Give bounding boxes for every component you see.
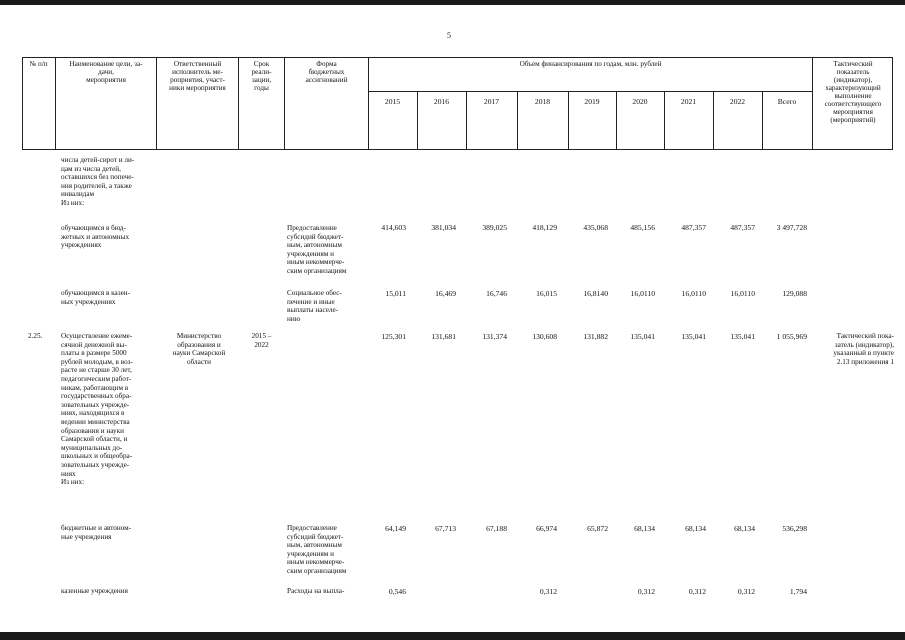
year-2020: 2020 (632, 97, 648, 106)
year-2019: 2019 (584, 97, 600, 106)
year-2022: 2022 (729, 97, 746, 106)
cell-2018: 16,015 (536, 289, 557, 298)
cell-2016: 381,034 (431, 223, 456, 232)
cell-2022: 135,041 (730, 332, 755, 341)
cell-2020: 0,312 (637, 587, 655, 596)
row-form: Социальное обес- печение и иные выплаты населе- нию (287, 289, 342, 323)
cell-2020: 135,041 (630, 332, 655, 341)
cell-2015: 0,546 (388, 587, 406, 596)
year-2021: 2021 (680, 97, 697, 106)
row-number: 2.25. (28, 332, 43, 340)
row-form: Расходы на выпла- (287, 587, 345, 595)
cell-2016: 67,713 (435, 524, 456, 533)
row-form: Предоставление субсидий бюджет- ным, автономным учреждениям и иным некоммерче- ским организациям (287, 524, 347, 575)
cell-2021: 135,041 (681, 332, 706, 341)
row-form: Предоставление субсидий бюджет- ным, автономным учреждениям и иным некоммерче- ским организациям (287, 224, 347, 275)
cell-2018: 130,608 (532, 332, 557, 341)
year-2015: 2015 (384, 97, 401, 106)
cell-2015: 414,603 (381, 223, 406, 232)
row-executor: Министерство образования и науки Самарской области (172, 332, 226, 366)
cell-2020: 16,0110 (630, 289, 655, 298)
cell-2017: 131,374 (482, 332, 507, 341)
cell-2018: 418,129 (532, 223, 557, 232)
cell-2017: 389,025 (482, 223, 507, 232)
cell-2021: 0,312 (688, 587, 706, 596)
cell-2022: 0,312 (737, 587, 755, 596)
year-total: Всего (777, 97, 797, 106)
cell-2018: 66,974 (536, 524, 557, 533)
cell-total: 129,088 (782, 289, 807, 298)
row-name: Осуществление ежеме- сячной денежной вы- платы в размере 5000 рублей молодым, в воз- расте не старше 30 лет, педагогическим работ- никам, работающим в государственных обра- зовательных учрежде- ниях, находящихся в ведении министерства образования и науки Самарской области, и муниципальных до- школьных и общеобра- зовательных учрежде- ниях Из них: (61, 332, 133, 487)
year-2016: 2016 (433, 97, 450, 106)
cell-total: 3 497,728 (776, 223, 807, 232)
row-indicator: Тактический пока- затель (индикатор), указанный в пункте 2.13 приложения 1 (833, 332, 894, 366)
cell-2022: 68,134 (734, 524, 755, 533)
cell-2016: 131,681 (431, 332, 456, 341)
cell-2016: 16,469 (435, 289, 456, 298)
header-term: Срок реали- зации, годы (251, 60, 272, 92)
cell-2019: 65,872 (587, 524, 608, 533)
row-name: числа детей-сирот и ли- цам из числа детей, оставшихся без попече- ния родителей, а также инвалидам Из них: (61, 156, 135, 207)
cell-2017: 67,188 (486, 524, 507, 533)
cell-2019: 131,882 (583, 332, 608, 341)
header-name: Наименование цели, за- дачи, мероприятия (69, 60, 143, 84)
cell-2022: 487,357 (730, 223, 755, 232)
header-executor: Ответственный исполнитель ме- роприятия, участ- ники мероприятия (169, 60, 226, 92)
row-name: казенные учреждения (61, 587, 128, 595)
cell-2015: 15,011 (385, 289, 406, 298)
row-name: обучающимся в казен- ных учреждениях (61, 289, 131, 306)
cell-2021: 487,357 (681, 223, 706, 232)
row-name: бюджетные и автоном- ные учреждения (61, 524, 132, 541)
header-indicator: Тактический показатель (индикатор), характеризующий выполнение соответствующего мероприятия (мероприятий) (824, 60, 882, 124)
header-num: № п/п (29, 60, 48, 68)
cell-2018: 0,312 (539, 587, 557, 596)
header-financing: Объем финансирования по годам, млн. рублей (519, 60, 662, 68)
cell-2015: 125,301 (381, 332, 406, 341)
cell-2022: 16,0110 (730, 289, 755, 298)
row-name: обучающимся в бюд- жетных и автономных учреждениях (61, 224, 130, 250)
top-border (0, 0, 905, 5)
cell-2017: 16,746 (486, 289, 507, 298)
cell-total: 1 055,969 (776, 332, 807, 341)
cell-total: 1,794 (789, 587, 807, 596)
cell-2020: 68,134 (634, 524, 655, 533)
cell-2019: 16,8140 (583, 289, 608, 298)
year-2018: 2018 (534, 97, 551, 106)
cell-2021: 16,0110 (681, 289, 706, 298)
page-number: 5 (447, 31, 451, 40)
cell-2020: 485,156 (630, 223, 655, 232)
cell-2019: 435,068 (583, 223, 608, 232)
cell-2015: 64,149 (385, 524, 406, 533)
year-2017: 2017 (483, 97, 500, 106)
bottom-border (0, 632, 905, 640)
header-form: Форма бюджетных ассигнований (305, 60, 348, 84)
cell-2021: 68,134 (685, 524, 706, 533)
row-term: 2015 – 2022 (251, 332, 272, 349)
cell-total: 536,298 (782, 524, 807, 533)
